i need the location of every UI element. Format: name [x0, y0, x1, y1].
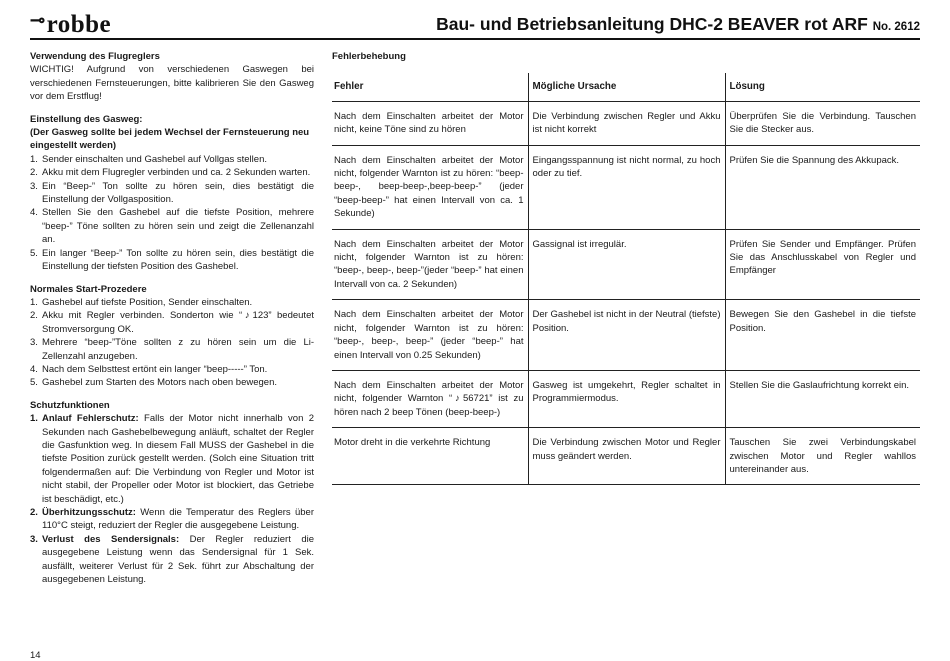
cell-ursache: Die Verbindung zwischen Motor und Regler muss geändert werden. — [528, 428, 725, 485]
throttle-section — [30, 113, 314, 274]
list-item-number: 3. — [30, 337, 38, 349]
cell-loesung: Prüfen Sie Sender und Empfänger. Prüfen Sie das Anschlusskabel von Regler und Empfänger — [725, 229, 920, 300]
list-item-number: 2. — [30, 167, 38, 179]
list-item — [30, 309, 314, 336]
cell-fehler: Motor dreht in die verkehrte Richtung — [332, 428, 528, 485]
list-item-number: 1. — [30, 413, 38, 425]
list-item-text: Der Regler reduziert die ausgegebene Leistung wenn das Sendersignal für 1 Sek. ausfällt, weiterer Verlust für 2 Sek. führt zur Abschaltung der ausgegebenen Leistung. — [42, 533, 314, 586]
throttle-heading: Einstellung des Gasweg: — [30, 113, 143, 125]
document-title — [436, 14, 920, 35]
list-item-number: 4. — [30, 363, 38, 375]
list-item — [30, 412, 314, 506]
list-item-text: Akku mit dem Flugregler verbinden und ca. 2 Sekunden warten. — [42, 167, 311, 179]
throttle-subheading: (Der Gasweg sollte bei jedem Wechsel der Fernsteuerung neu eingestellt werden) — [30, 127, 310, 152]
troubleshooting-table — [332, 73, 920, 485]
column-header-fehler: Fehler — [332, 73, 528, 101]
brand-name: robbe — [46, 11, 112, 38]
list-item-text: Wenn die Temperatur des Reglers über 110°C steigt, reduziert der Regler die ausgegebene Leistung. — [42, 507, 314, 532]
table-row — [332, 145, 920, 229]
start-steps — [30, 296, 314, 390]
product-number: No. 2612 — [872, 21, 920, 33]
table-row — [332, 101, 920, 145]
protection-items — [30, 412, 314, 586]
list-item-text: Gashebel zum Starten des Motors nach oben bewegen. — [42, 377, 278, 389]
usage-text: WICHTIG! Aufgrund von verschiedenen Gaswegen bei verschiedenen Fernsteuerungen, bitte kalibrieren Sie den Gasweg vor dem Erstflug! — [30, 64, 314, 103]
list-item — [30, 506, 314, 533]
table-row — [332, 229, 920, 300]
list-item-text: Falls der Motor nicht innerhalb von 2 Sekunden nach Gashebelbewegung anläuft, schaltet der Regler die Gasfunktion weg. In diesem Fall MUSS der Gashebel in die tiefste Position zurück gestellt werden. (Solch eine Situation tritt folgendermaßen auf: Die Verbindung von Regler und Motor ist nicht stabil, der Propeller oder Motor ist blockiert, das Getriebe ist beschädigt, etc.) — [42, 413, 314, 505]
list-item — [30, 247, 314, 274]
list-item-label: Anlauf Fehlerschutz: — [42, 413, 139, 425]
cell-loesung: Stellen Sie die Gaslaufrichtung korrekt ein. — [725, 370, 920, 427]
list-item-label: Verlust des Sendersignals: — [42, 533, 180, 545]
list-item — [30, 153, 314, 166]
protection-heading: Schutzfunktionen — [30, 399, 110, 411]
cell-loesung: Tauschen Sie zwei Verbindungskabel zwischen Motor und Regler wahllos untereinander aus. — [725, 428, 920, 485]
list-item-text: Ein “Beep-” Ton sollte zu hören sein, dies bestätigt die Einstellung der Vollgasposition. — [42, 180, 314, 206]
column-header-ursache: Mögliche Ursache — [528, 73, 725, 101]
list-item-number: 5. — [30, 377, 38, 389]
logo-mark-icon: ⊸ — [30, 10, 46, 30]
list-item-text: Gashebel auf tiefste Position, Sender einschalten. — [42, 296, 253, 308]
throttle-steps — [30, 153, 314, 274]
column-header-loesung: Lösung — [725, 73, 920, 101]
cell-fehler: Nach dem Einschalten arbeitet der Motor nicht, folgender Warnton ist zu hören: “beep-, beep-, beep-”(jeder “beep-” hat einen Intervall von ca. 2 Sekunden) — [332, 229, 528, 300]
protection-section — [30, 399, 314, 587]
page-number: 14 — [30, 650, 41, 661]
cell-fehler: Nach dem Einschalten arbeitet der Motor nicht, folgender Warnton ist zu hören: “beep-beep-, beep-beep-,beep-beep-” (jeder “beep-beep-” hat einen Intervall von ca. 1 Sekunde) — [332, 145, 528, 229]
header-divider — [30, 38, 920, 40]
list-item-number: 2. — [30, 310, 38, 322]
cell-ursache: Eingangsspannung ist nicht normal, zu hoch oder zu tief. — [528, 145, 725, 229]
list-item — [30, 363, 314, 376]
cell-fehler: Nach dem Einschalten arbeitet der Motor nicht, keine Töne sind zu hören — [332, 101, 528, 145]
list-item — [30, 296, 314, 309]
table-row — [332, 370, 920, 427]
left-column — [30, 50, 314, 586]
list-item-number: 1. — [30, 296, 38, 308]
cell-ursache: Gassignal ist irregulär. — [528, 229, 725, 300]
list-item — [30, 336, 314, 363]
table-header-row — [332, 73, 920, 101]
cell-loesung: Bewegen Sie den Gashebel in die tiefste Position. — [725, 300, 920, 371]
cell-fehler: Nach dem Einschalten arbeitet der Motor nicht, folgender Warnton “♪56721” ist zu hören nach 2 beep Tönen (beep-beep-) — [332, 370, 528, 427]
list-item-text: Mehrere “beep-”Töne sollten z zu hören sein um die Li-Zellenzahl anzugeben. — [42, 337, 314, 362]
page-header — [30, 8, 920, 38]
cell-fehler: Nach dem Einschalten arbeitet der Motor nicht, folgender Warnton ist zu hören: “beep-, beep-, beep-” (jeder “beep-” hat einen Intervall von 0.25 Sekunden) — [332, 300, 528, 371]
list-item — [30, 376, 314, 389]
list-item-number: 4. — [30, 207, 38, 219]
list-item-number: 2. — [30, 507, 38, 518]
list-item-number: 3. — [30, 180, 38, 192]
troubleshooting-heading: Fehlerbehebung — [332, 51, 406, 62]
robbe-logo — [30, 10, 111, 39]
list-item-number: 3. — [30, 533, 38, 545]
list-item — [30, 206, 314, 246]
cell-loesung: Überprüfen Sie die Verbindung. Tauschen Sie die Stecker aus. — [725, 101, 920, 145]
list-item-label: Überhitzungsschutz: — [42, 507, 136, 518]
table-row — [332, 300, 920, 371]
list-item — [30, 166, 314, 179]
list-item — [30, 533, 314, 587]
right-column — [332, 50, 920, 485]
title-text: Bau- und Betriebsanleitung DHC-2 BEAVER rot ARF — [436, 14, 868, 34]
list-item-number: 5. — [30, 247, 38, 259]
start-section — [30, 283, 314, 390]
list-item-text: Nach dem Selbsttest ertönt ein langer “beep-----” Ton. — [42, 363, 268, 375]
list-item — [30, 180, 314, 207]
list-item-text: Ein langer “Beep-” Ton sollte zu hören sein, dies bestätigt die Einstellung der tiefsten Position des Gashebel. — [42, 247, 314, 273]
table-row — [332, 428, 920, 485]
usage-heading: Verwendung des Flugreglers — [30, 51, 160, 62]
cell-ursache: Die Verbindung zwischen Regler und Akku ist nicht korrekt — [528, 101, 725, 145]
cell-ursache: Der Gashebel ist nicht in der Neutral (tiefste) Position. — [528, 300, 725, 371]
list-item-text: Akku mit Regler verbinden. Sonderton wie “♪123” bedeutet Stromversorgung OK. — [42, 310, 314, 335]
list-item-number: 1. — [30, 153, 38, 165]
list-item-text: Stellen Sie den Gashebel auf die tiefste Position, mehrere “beep-” Töne sollten zu hören sein und zeigt die Zellenanzahl an. — [42, 207, 314, 246]
start-heading: Normales Start-Prozedere — [30, 283, 147, 295]
cell-ursache: Gasweg ist umgekehrt, Regler schaltet in Programmiermodus. — [528, 370, 725, 427]
list-item-text: Sender einschalten und Gashebel auf Vollgas stellen. — [42, 153, 267, 165]
usage-section — [30, 50, 314, 104]
cell-loesung: Prüfen Sie die Spannung des Akkupack. — [725, 145, 920, 229]
